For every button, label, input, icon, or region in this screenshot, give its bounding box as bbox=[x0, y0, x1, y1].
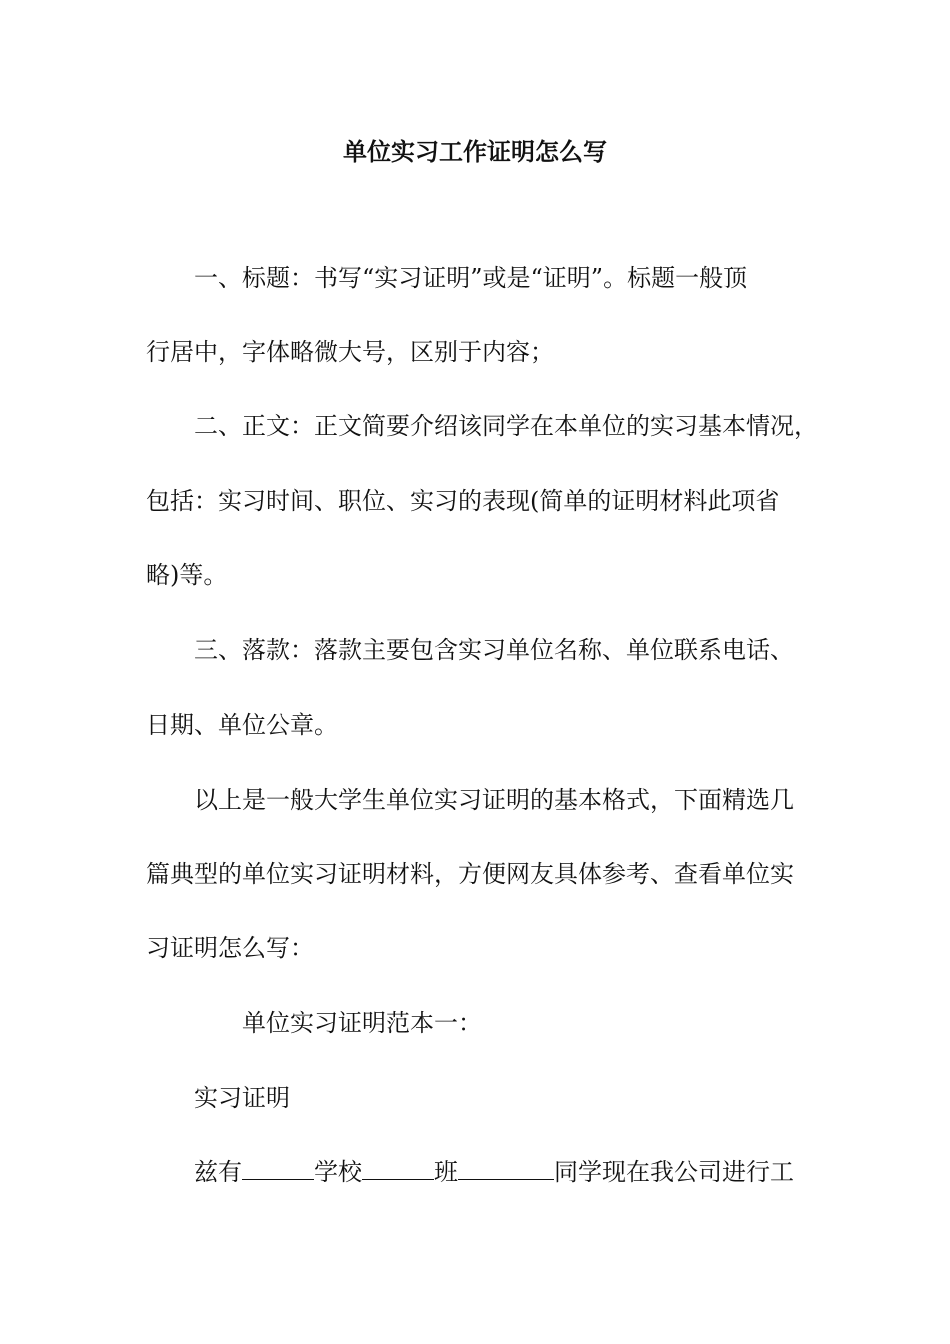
paragraph-signature-rule-line-2: 日期、单位公章。 bbox=[146, 711, 338, 739]
paragraph-body-rule-line-3: 略)等。 bbox=[146, 561, 228, 589]
paragraph-intro-line-2: 篇典型的单位实习证明材料，方便网友具体参考、查看单位实 bbox=[146, 860, 794, 888]
name-blank-field bbox=[242, 1157, 314, 1180]
paragraph-title-rule-line-1: 一、标题：书写“实习证明”或是“证明”。标题一般顶 bbox=[194, 264, 748, 292]
certificate-text-prefix: 兹有 bbox=[194, 1158, 242, 1186]
paragraph-body-rule-line-2: 包括：实习时间、职位、实习的表现(简单的证明材料此项省 bbox=[146, 487, 780, 515]
paragraph-body-rule-line-1: 二、正文：正文简要介绍该同学在本单位的实习基本情况， bbox=[194, 412, 818, 440]
paragraph-intro-line-3: 习证明怎么写： bbox=[146, 934, 314, 962]
document-title: 单位实习工作证明怎么写 bbox=[343, 137, 607, 166]
paragraph-intro-line-1: 以上是一般大学生单位实习证明的基本格式，下面精选几 bbox=[194, 786, 794, 814]
class-blank-field bbox=[458, 1157, 554, 1180]
certificate-text-suffix: 同学现在我公司进行工 bbox=[554, 1158, 794, 1186]
certificate-title: 实习证明 bbox=[194, 1084, 290, 1112]
school-blank-field bbox=[362, 1157, 434, 1180]
certificate-text-class: 班 bbox=[434, 1158, 458, 1186]
paragraph-signature-rule-line-1: 三、落款：落款主要包含实习单位名称、单位联系电话、 bbox=[194, 636, 794, 664]
sample-heading: 单位实习证明范本一： bbox=[242, 1009, 482, 1037]
paragraph-title-rule-line-2: 行居中，字体略微大号，区别于内容； bbox=[146, 338, 554, 366]
certificate-body-line bbox=[194, 1156, 794, 1188]
certificate-text-school: 学校 bbox=[314, 1158, 362, 1186]
